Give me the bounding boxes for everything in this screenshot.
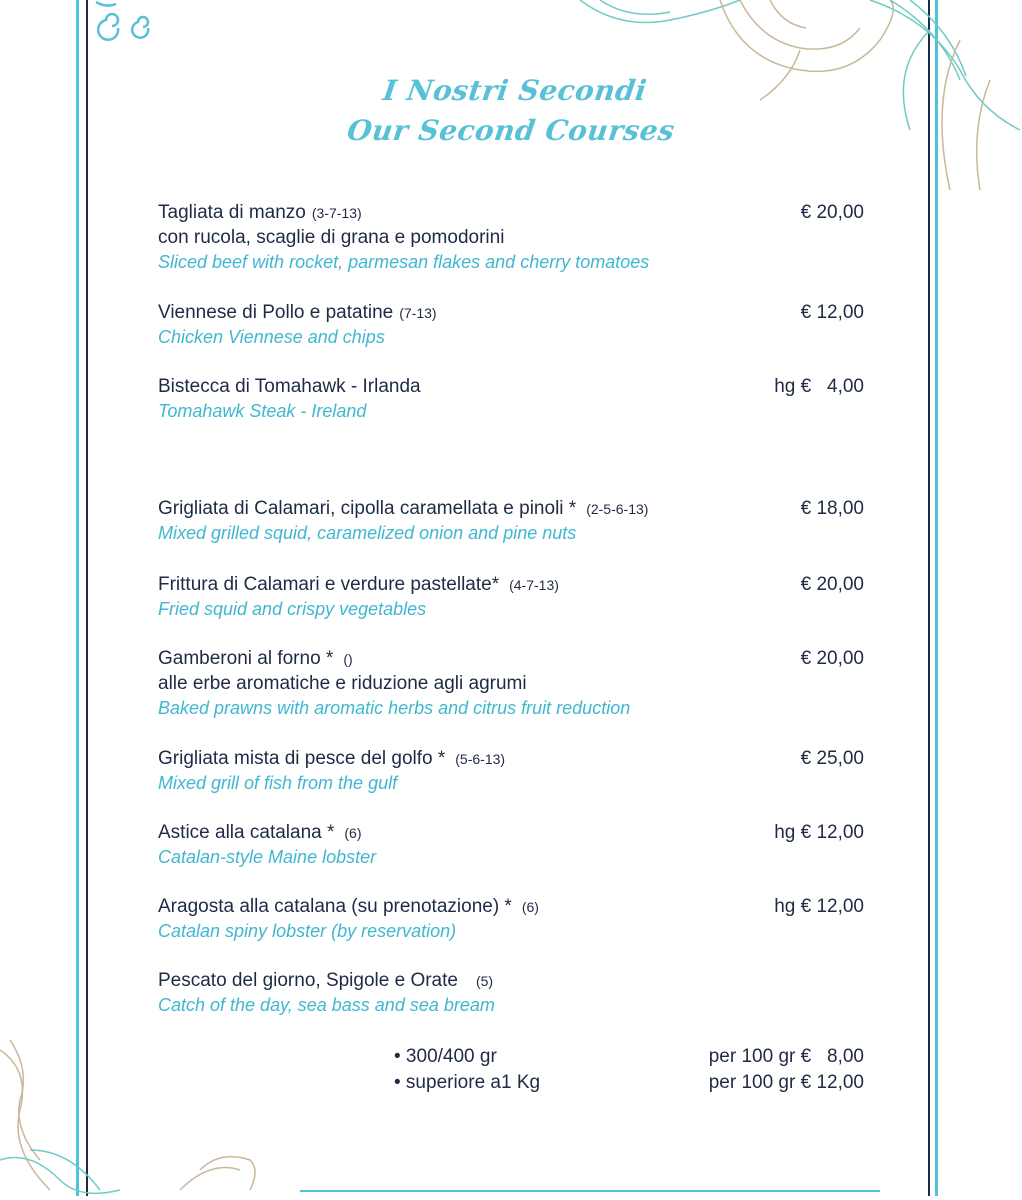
dish-price: € 20,00 [800,574,864,595]
menu-item [158,646,864,720]
menu-item [158,820,864,869]
allergen-codes: (6) [521,899,539,915]
dish-english: Fried squid and crispy vegetables [158,599,427,619]
allergen-codes: (4-7-13) [509,577,559,593]
dish-name: Aragosta alla catalana (su prenotazione) * [158,896,512,917]
dish-name: Frittura di Calamari e verdure pastellate* [158,574,500,595]
allergen-codes: () [343,651,353,667]
dish-english: Chicken Viennese and chips [158,327,385,347]
dish-english: Catalan-style Maine lobster [158,847,377,867]
allergen-codes: (6) [344,825,362,841]
dish-name: Grigliata di Calamari, cipolla caramellata e pinoli * [158,498,577,519]
dish-name: Bistecca di Tomahawk - Irlanda [158,376,421,397]
menu-item [158,300,864,349]
allergen-codes: (2-5-6-13) [586,501,649,517]
allergen-codes: (7-13) [399,305,437,321]
dish-name: Viennese di Pollo e patatine [158,302,394,323]
menu-item [158,746,864,795]
dish-english: Mixed grill of fish from the gulf [158,773,398,793]
allergen-codes: (3-7-13) [311,205,362,221]
dish-price: hg € 4,00 [774,376,864,397]
option-label: • superiore a1 Kg [394,1072,541,1093]
swirl-ornament-icon [88,0,168,50]
dish-english: Sliced beef with rocket, parmesan flakes and cherry tomatoes [158,252,650,272]
dish-price: € 12,00 [800,302,864,323]
menu-item [158,894,864,943]
option-price: per 100 gr € 8,00 [708,1046,864,1067]
page-title-english: Our Second Courses [345,114,677,147]
dish-english: Catalan spiny lobster (by reservation) [158,921,457,941]
dish-english: Baked prawns with aromatic herbs and citrus fruit reduction [158,698,631,718]
menu-item [158,572,864,621]
page-title-italian: I Nostri Secondi [381,74,649,107]
dish-price: € 20,00 [800,202,864,223]
dish-english: Tomahawk Steak - Ireland [158,401,367,421]
dish-english: Mixed grilled squid, caramelized onion and pine nuts [158,523,577,543]
dish-name: Grigliata mista di pesce del golfo * [158,748,446,769]
dish-price: hg € 12,00 [774,822,864,843]
dish-description: con rucola, scaglie di grana e pomodorini [158,227,505,248]
allergen-codes: (5-6-13) [455,751,506,767]
dish-description: alle erbe aromatiche e riduzione agli agrumi [158,673,527,694]
weight-option [394,1070,864,1095]
dish-english: Catch of the day, sea bass and sea bream [158,995,495,1015]
dish-name: Gamberoni al forno * [158,648,334,669]
dish-price: € 18,00 [800,498,864,519]
menu-item [158,496,864,545]
dish-name: Tagliata di manzo [158,202,306,223]
option-label: • 300/400 gr [394,1046,497,1067]
dish-price: hg € 12,00 [774,896,864,917]
dish-name: Pescato del giorno, Spigole e Orate [158,970,458,991]
menu-item [158,374,864,423]
menu-item [158,968,864,1017]
option-price: per 100 gr € 12,00 [708,1072,864,1093]
allergen-codes: (5) [475,973,494,989]
menu-item [158,200,864,274]
frame-bottom-line [300,1190,880,1192]
dish-name: Astice alla catalana * [158,822,335,843]
seaweed-illustration-icon [0,1040,300,1200]
dish-price: € 20,00 [800,648,864,669]
dish-price: € 25,00 [800,748,864,769]
weight-option [394,1044,864,1069]
